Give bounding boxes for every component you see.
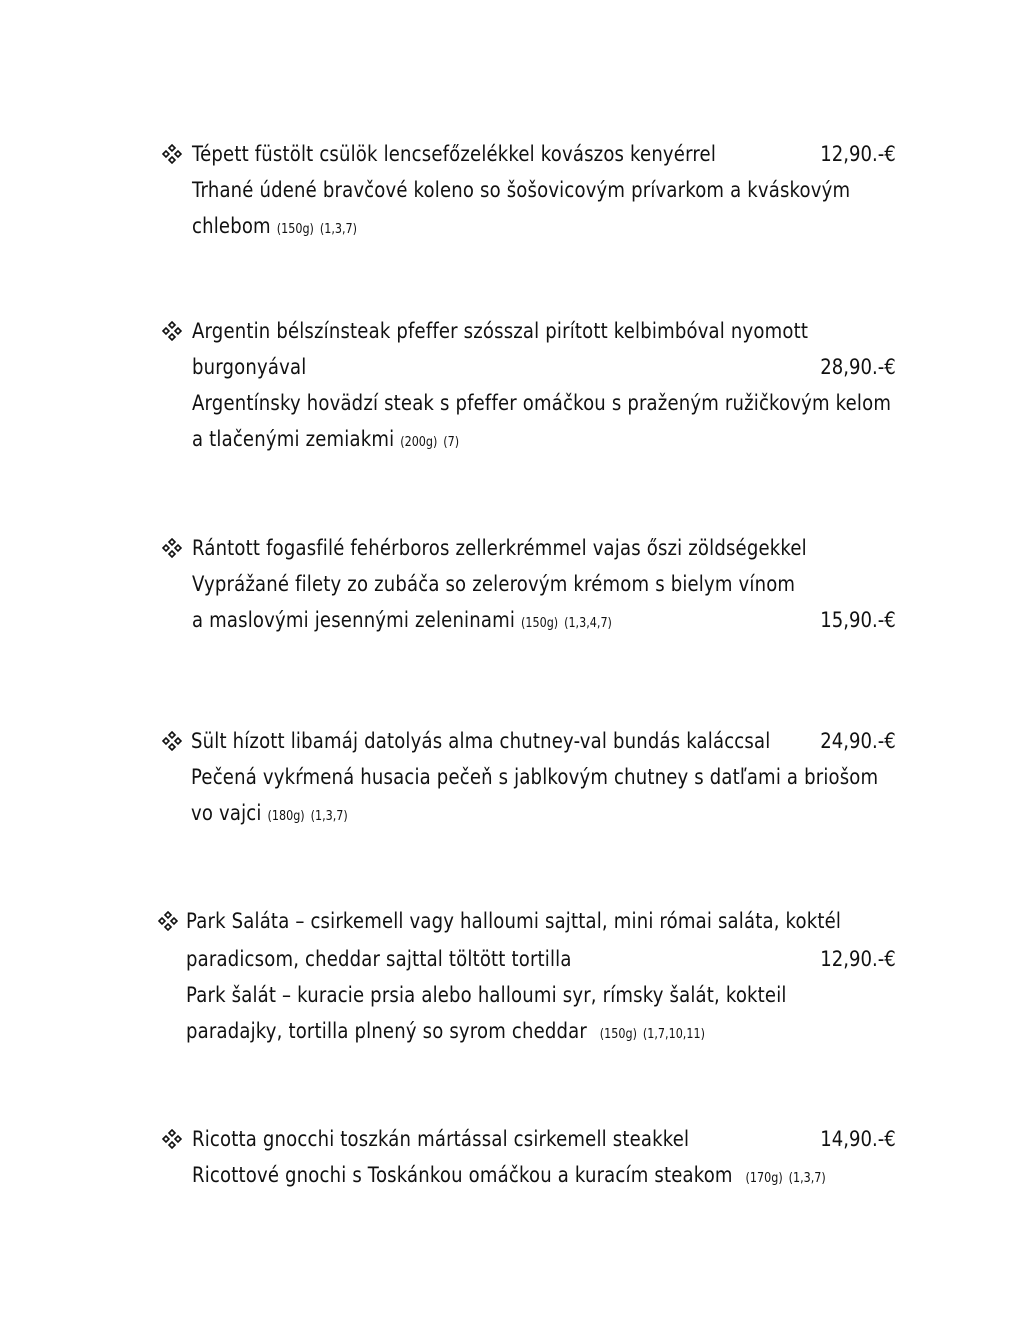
item-allergens: (7) [443, 435, 460, 450]
four-diamond-bullet-icon [162, 1129, 182, 1149]
item-slovak-name-with-details [192, 1158, 826, 1192]
four-diamond-bullet-icon [162, 731, 182, 751]
item-slovak-name-continued [192, 603, 612, 637]
item-hungarian-name: Park Saláta – csirkemell vagy halloumi sajttal, mini római saláta, koktél [186, 909, 842, 933]
item-allergens: (1,3,7) [319, 222, 358, 237]
item-price: 15,90.-€ [820, 608, 896, 632]
item-weight: (170g) [745, 1171, 783, 1186]
item-hungarian-name-continued: paradicsom, cheddar sajttal töltött tortilla [186, 947, 572, 971]
item-weight: (150g) [276, 222, 314, 237]
item-price: 24,90.-€ [820, 729, 896, 753]
item-price: 12,90.-€ [820, 142, 896, 166]
item-slovak-name-continued [186, 1014, 705, 1048]
four-diamond-bullet-icon [162, 144, 182, 164]
item-slovak-name-tail: a maslovými jesennými zeleninami [192, 608, 516, 632]
item-slovak-name-continued [192, 422, 459, 456]
item-slovak-name: Pečená vykŕmená husacia pečeň s jablkovým chutney s datľami a briošom [191, 765, 879, 789]
item-price: 14,90.-€ [820, 1127, 896, 1151]
item-weight: (200g) [400, 435, 438, 450]
four-diamond-bullet-icon [162, 538, 182, 558]
item-slovak-name-tail: paradajky, tortilla plnený so syrom cheddar [186, 1019, 587, 1043]
item-weight: (150g) [599, 1027, 637, 1042]
item-allergens: (1,3,7) [788, 1171, 826, 1186]
four-diamond-bullet-icon [158, 911, 178, 931]
item-slovak-name: Ricottové gnochi s Toskánkou omáčkou a kuracím steakom [192, 1163, 733, 1187]
item-price: 28,90.-€ [820, 355, 896, 379]
item-weight: (150g) [520, 616, 559, 631]
item-hungarian-name: Tépett füstölt csülök lencsefőzelékkel kovászos kenyérrel [192, 142, 717, 166]
item-allergens: (1,7,10,11) [642, 1027, 705, 1042]
item-slovak-name-continued [191, 796, 348, 830]
item-price: 12,90.-€ [820, 947, 896, 971]
item-hungarian-name: Ricotta gnocchi toszkán mártással csirkemell steakkel [192, 1127, 690, 1151]
item-slovak-name-continued [192, 209, 357, 243]
item-hungarian-name: Rántott fogasfilé fehérboros zellerkrémmel vajas őszi zöldségekkel [192, 536, 807, 560]
item-slovak-name-tail: a tlačenými zemiakmi [192, 427, 395, 451]
item-slovak-name: Park šalát – kuracie prsia alebo halloumi syr, rímsky šalát, kokteil [186, 983, 787, 1007]
item-hungarian-name: Argentin bélszínsteak pfeffer szósszal pirított kelbimbóval nyomott [192, 319, 809, 343]
item-slovak-name-tail: chlebom [192, 214, 271, 238]
item-allergens: (1,3,4,7) [564, 616, 612, 631]
item-hungarian-name-continued: burgonyával [192, 355, 307, 379]
item-slovak-name: Vyprážané filety zo zubáča so zelerovým krémom s bielym vínom [192, 572, 796, 596]
four-diamond-bullet-icon [162, 321, 182, 341]
item-slovak-name: Argentínsky hovädzí steak s pfeffer omáčkou s praženým ružičkovým kelom [192, 391, 892, 415]
item-weight: (180g) [267, 809, 305, 824]
item-allergens: (1,3,7) [310, 809, 348, 824]
item-hungarian-name: Sült hízott libamáj datolyás alma chutney-val bundás kaláccsal [191, 729, 771, 753]
item-slovak-name-tail: vo vajci [191, 801, 262, 825]
item-slovak-name: Trhané údené bravčové koleno so šošovicovým prívarkom a kváskovým [192, 178, 851, 202]
